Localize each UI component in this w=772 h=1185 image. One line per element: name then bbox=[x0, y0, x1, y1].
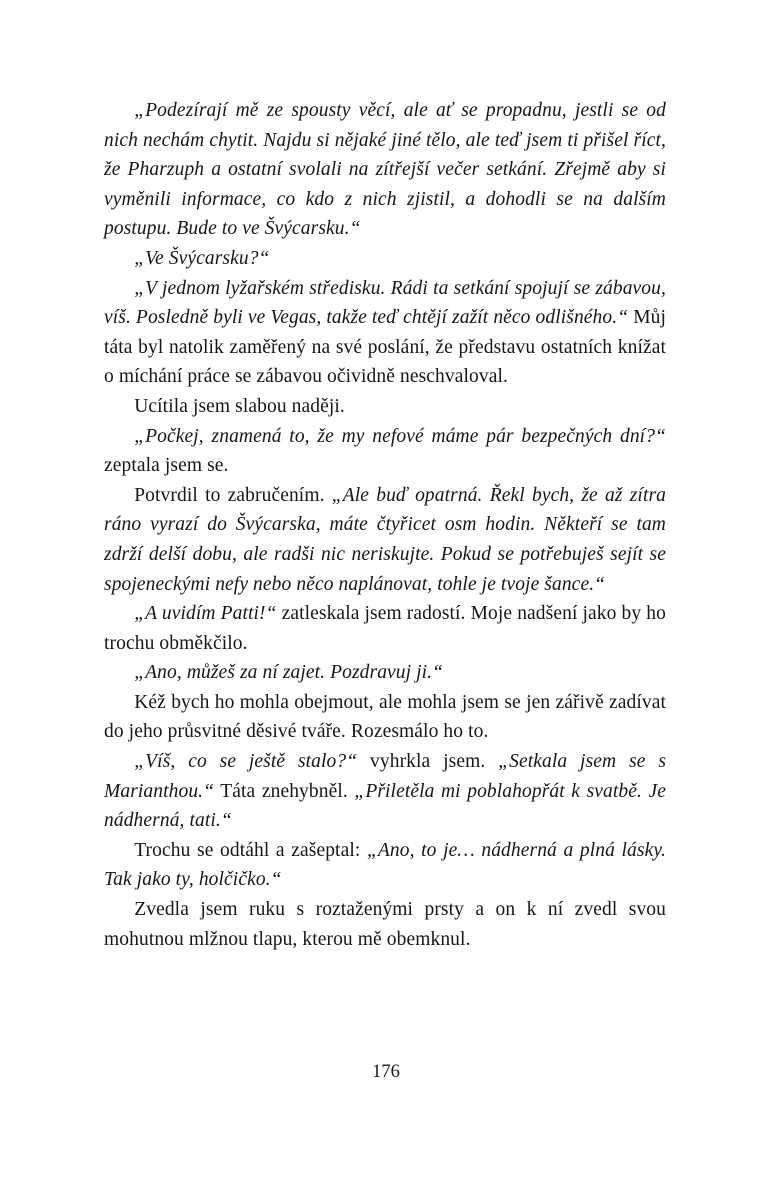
text-segment: Můj táta byl natolik zaměřený na své poslání, že představu ostatních knížat o míchání práce se zábavou očividně neschvaloval. bbox=[104, 307, 666, 388]
paragraph bbox=[104, 481, 666, 599]
text-segment: Ucítila jsem slabou naději. bbox=[134, 395, 345, 417]
paragraph bbox=[104, 599, 666, 658]
text-segment: Potvrdil to zabručením. bbox=[134, 484, 332, 506]
paragraph bbox=[104, 836, 666, 895]
text-segment: „Ano, můžeš za ní zajet. Pozdravuj ji.“ bbox=[134, 662, 444, 684]
paragraph bbox=[104, 747, 666, 836]
text-segment: zatleskala jsem radostí. Moje nadšení jako by ho trochu obměkčilo. bbox=[104, 603, 666, 654]
text-segment: vyhrkla jsem. bbox=[357, 751, 499, 773]
paragraph bbox=[104, 658, 666, 688]
paragraph bbox=[104, 895, 666, 954]
text-segment: „Podezírají mě ze spousty věcí, ale ať se propadnu, jestli se od nich nechám chytit. Najdu si nějaké jiné tělo, ale teď jsem ti přišel říct, že Pharzuph a ostatní svolali na zítřejší večer setkání. Zřejmě aby si vyměnili informace, co kdo z nich zjistil, a dohodli se na dalším postupu. Bude to ve Švýcarsku.“ bbox=[104, 100, 666, 240]
text-segment: Zvedla jsem ruku s roztaženými prsty a on k ní zvedl svou mohutnou mlžnou tlapu, kterou mě obemknul. bbox=[104, 899, 666, 950]
paragraph bbox=[104, 422, 666, 481]
text-segment: „Víš, co se ještě stalo?“ bbox=[134, 751, 358, 773]
text-segment: „Setkala jsem se s Marianthou.“ bbox=[104, 751, 667, 802]
page-number: 176 bbox=[372, 1062, 400, 1082]
text-segment: „Ale buď opatrná. Řekl bych, že až zítra ráno vyrazí do Švýcarska, máte čtyřicet osm hodin. Někteří se tam zdrží delší dobu, ale radši nic neriskujte. Pokud se potřebuješ sejít se spojeneckými nefy nebo něco naplánovat, tohle je tvoje šance.“ bbox=[104, 484, 667, 595]
text-segment: „Přiletěla mi poblahopřát k svatbě. Je nádherná, tati.“ bbox=[104, 780, 666, 832]
text-segment: Kéž bych ho mohla obejmout, ale mohla jsem se jen zářivě zadívat do jeho průsvitné děsivé tváře. Rozesmálo ho to. bbox=[104, 691, 666, 743]
text-segment: Trochu se odtáhl a zašeptal: bbox=[134, 839, 367, 861]
text-segment: „Počkej, znamená to, že my nefové máme pár bezpečných dní?“ bbox=[134, 425, 666, 447]
paragraph bbox=[104, 244, 666, 274]
paragraph bbox=[104, 96, 666, 244]
text-segment: Táta znehybněl. bbox=[214, 780, 355, 802]
paragraph bbox=[104, 688, 666, 747]
paragraph bbox=[104, 392, 666, 422]
text-segment: „Ano, to je… nádherná a plná lásky. Tak jako ty, holčičko.“ bbox=[104, 839, 666, 891]
text-segment: „Ve Švýcarsku?“ bbox=[134, 247, 270, 269]
text-segment: „V jednom lyžařském středisku. Rádi ta setkání spojují se zábavou, víš. Posledně byli ve Vegas, takže teď chtějí zažít něco odlišného.“ bbox=[104, 277, 666, 329]
text-segment: zeptala jsem se. bbox=[104, 455, 229, 477]
body-text bbox=[104, 96, 666, 954]
text-segment: „A uvidím Patti!“ bbox=[134, 603, 277, 625]
paragraph bbox=[104, 274, 666, 392]
